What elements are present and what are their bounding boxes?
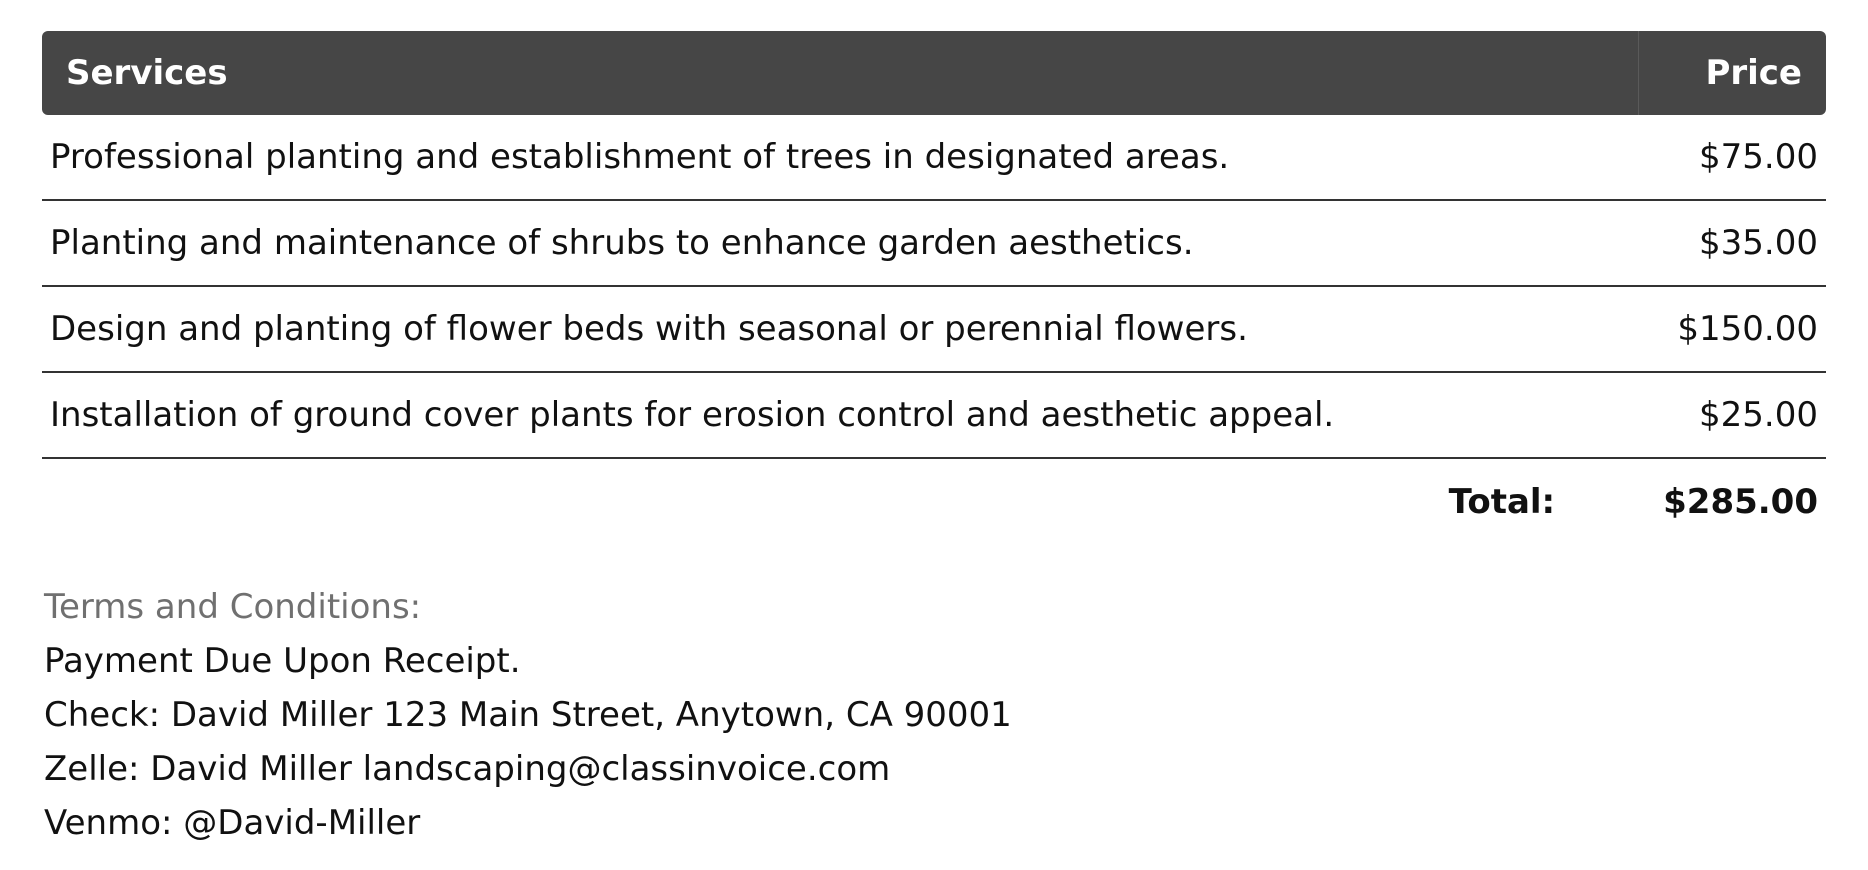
terms-heading: Terms and Conditions: bbox=[44, 587, 422, 627]
table-row bbox=[42, 287, 1826, 373]
terms-section bbox=[44, 580, 1012, 850]
payment-due-line: Payment Due Upon Receipt. bbox=[44, 641, 521, 681]
service-description: Design and planting of flower beds with seasonal or perennial flowers. bbox=[50, 309, 1248, 349]
service-description: Professional planting and establishment of trees in designated areas. bbox=[50, 137, 1230, 177]
total-row bbox=[42, 459, 1826, 545]
table-row bbox=[42, 115, 1826, 201]
table-row bbox=[42, 201, 1826, 287]
service-price: $150.00 bbox=[1677, 309, 1818, 349]
venmo-payment-line: Venmo: @David-Miller bbox=[44, 803, 421, 843]
service-description: Installation of ground cover plants for erosion control and aesthetic appeal. bbox=[50, 395, 1335, 435]
service-description: Planting and maintenance of shrubs to enhance garden aesthetics. bbox=[50, 223, 1194, 263]
services-table bbox=[42, 31, 1826, 545]
check-payment-line: Check: David Miller 123 Main Street, Anytown, CA 90001 bbox=[44, 695, 1012, 735]
services-column-header: Services bbox=[66, 53, 228, 93]
table-row bbox=[42, 373, 1826, 459]
service-price: $75.00 bbox=[1699, 137, 1818, 177]
zelle-payment-line: Zelle: David Miller landscaping@classinvoice.com bbox=[44, 749, 891, 789]
price-column-header: Price bbox=[1638, 31, 1826, 115]
table-header bbox=[42, 31, 1826, 115]
service-price: $25.00 bbox=[1699, 395, 1818, 435]
total-label: Total: bbox=[1448, 482, 1556, 522]
service-price: $35.00 bbox=[1699, 223, 1818, 263]
total-value: $285.00 bbox=[1663, 482, 1818, 522]
